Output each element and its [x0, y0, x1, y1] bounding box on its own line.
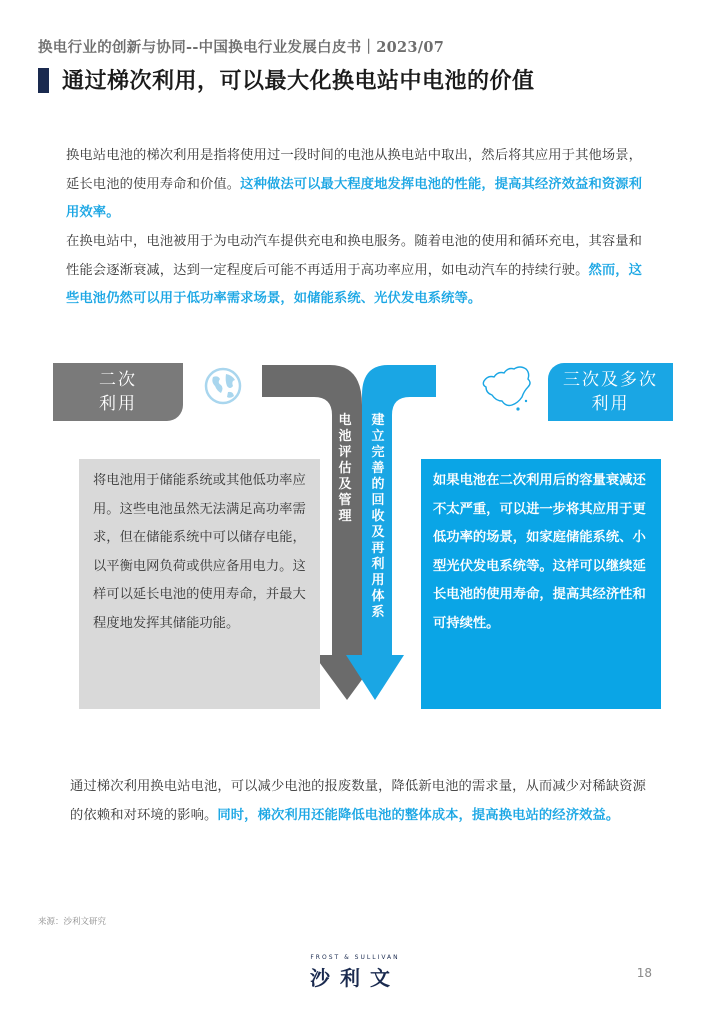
- page-number: 18: [636, 966, 652, 980]
- blue-arrow-label: 建立完善的回收及再利用体系: [371, 413, 385, 620]
- paragraph-2: [66, 228, 648, 314]
- china-map-icon: [478, 361, 536, 413]
- gray-arrow-label: 电池评估及管理: [338, 413, 352, 524]
- paragraph-2-highlight: 然而，这些电池仍然可以用于低功率需求场景，如储能系统、光伏发电系统等。: [66, 262, 643, 306]
- paragraph-1: [66, 142, 648, 228]
- label-tertiary-use-text: 三次及多次 利用: [563, 370, 658, 414]
- paragraph-3: [70, 773, 650, 830]
- paragraph-3-highlight: 同时，梯次利用还能降低电池的整体成本，提高换电站的经济效益。: [217, 807, 620, 823]
- secondary-use-description: 将电池用于储能系统或其他低功率应用。这些电池虽然无法满足高功率需求，但在储能系统中可以储存电能，以平衡电网负荷或供应备用电力。这样可以延长电池的使用寿命，并最大程度地发挥其储能功能。: [79, 459, 320, 709]
- logo-chinese: 沙利文: [310, 966, 400, 990]
- label-secondary-use: [53, 363, 183, 421]
- logo-english: FROST & SULLIVAN: [310, 954, 400, 961]
- page-header: 换电行业的创新与协同--中国换电行业发展白皮书｜2023/07: [38, 39, 445, 56]
- paragraph-1-text: 换电站电池的梯次利用是指将使用过一段时间的电池从换电站中取出，然后将其应用于其他场景，延长电池的使用寿命和价值。: [66, 148, 643, 192]
- tertiary-use-description: 如果电池在二次利用后的容量衰减还不太严重，可以进一步将其应用于更低功率的场景，如家庭储能系统、小型光伏发电系统等。这样可以继续延长电池的使用寿命，提高其经济性和可持续性。: [421, 459, 661, 709]
- label-secondary-use-text: 二次 利用: [99, 370, 137, 414]
- company-logo: [270, 954, 440, 991]
- diagram: [0, 355, 710, 715]
- page-title: 通过梯次利用，可以最大化换电站中电池的价值: [62, 68, 535, 94]
- title-accent-bar: [38, 68, 49, 93]
- globe-icon: [203, 366, 243, 406]
- source-note: 来源：沙利文研究: [38, 917, 107, 927]
- paragraph-2-text: 在换电站中，电池被用于为电动汽车提供充电和换电服务。随着电池的使用和循环充电，其容量和性能会逐渐衰减，达到一定程度后可能不再适用于高功率应用，如电动汽车的持续行驶。: [66, 234, 643, 278]
- label-tertiary-use: [548, 363, 673, 421]
- paragraph-3-text: 通过梯次利用换电站电池，可以减少电池的报废数量，降低新电池的需求量，从而减少对稀缺资源的依赖和对环境的影响。: [70, 779, 647, 823]
- paragraph-1-highlight: 这种做法可以最大程度地发挥电池的性能，提高其经济效益和资源利用效率。: [66, 176, 643, 220]
